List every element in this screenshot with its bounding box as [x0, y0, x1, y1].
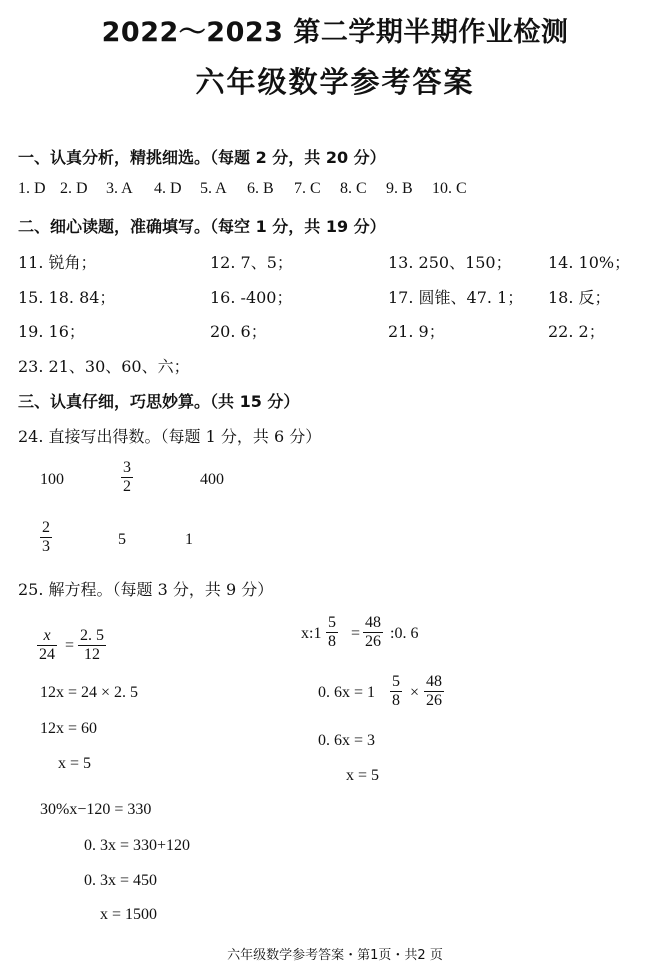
document-title: 2022～2023 第二学期半期作业检测: [101, 17, 569, 48]
eq2-prefix: x:1: [301, 625, 322, 642]
eq1-step2: 12x = 24 × 2. 5: [40, 684, 139, 701]
section1-heading: 一、认真分析，精挑细选。（每题 2 分，共 20 分）: [18, 148, 386, 167]
fraction-numerator: 2: [42, 519, 50, 536]
fraction-denominator: 26: [426, 692, 442, 709]
eq2-suffix: :0. 6: [390, 625, 419, 642]
fraction-numerator: 48: [426, 673, 442, 690]
q24-answer-6: 1: [185, 531, 193, 548]
eq2-step2-right-fraction: [424, 673, 444, 710]
fraction-denominator: 8: [392, 692, 400, 709]
answer-12: 12. 7、5；: [210, 253, 293, 272]
fraction-numerator: 5: [392, 673, 400, 690]
eq1-equals: =: [65, 637, 75, 654]
answer-14: 14. 10%；: [548, 253, 631, 272]
q24-answer-2: [121, 459, 133, 496]
eq2-result: x = 5: [346, 767, 380, 784]
answer-17: 17. 圆锥、47. 1；: [388, 288, 524, 307]
answer-16: 16. -400；: [210, 288, 293, 307]
answer-6: 6. B: [247, 180, 274, 197]
eq3-step2: 0. 3x = 330+120: [84, 837, 191, 854]
fraction-denominator: 3: [42, 538, 50, 555]
document-subtitle: 六年级数学参考答案: [195, 65, 475, 99]
eq1-right-fraction: [78, 627, 106, 664]
answer-3: 3. A: [106, 180, 133, 197]
q24-answer-1: 100: [40, 471, 64, 488]
answer-19: 19. 16；: [18, 322, 85, 341]
answer-15: 15. 18. 84；: [18, 288, 116, 307]
eq2-step2-prefix: 0. 6x = 1: [318, 684, 376, 701]
eq1-left-fraction: [37, 627, 57, 664]
fraction-numerator: 2. 5: [80, 627, 104, 644]
answer-11: 11. 锐角；: [18, 253, 97, 272]
answer-10: 10. C: [432, 180, 467, 197]
section2-heading: 二、细心读题，准确填写。（每空 1 分，共 19 分）: [18, 217, 386, 236]
answer-20: 20. 6；: [210, 322, 267, 341]
fraction-numerator: 3: [123, 459, 131, 476]
answer-21: 21. 9；: [388, 322, 445, 341]
eq1-step3: 12x = 60: [40, 720, 98, 737]
eq3-step3: 0. 3x = 450: [84, 872, 158, 889]
q24-label: 24. 直接写出得数。（每题 1 分，共 6 分）: [18, 427, 322, 446]
eq2-step3: 0. 6x = 3: [318, 732, 376, 749]
answer-2: 2. D: [60, 180, 88, 197]
answer-9: 9. B: [386, 180, 413, 197]
fraction-numerator: 5: [328, 614, 336, 631]
eq2-times: ×: [410, 684, 420, 701]
answer-22: 22. 2；: [548, 322, 605, 341]
fraction-denominator: 2: [123, 478, 131, 495]
answer-23: 23. 21、30、60、六；: [18, 357, 190, 376]
section3-heading: 三、认真仔细，巧思妙算。（共 15 分）: [18, 392, 300, 411]
answer-8: 8. C: [340, 180, 367, 197]
fraction-denominator: 8: [328, 633, 336, 650]
eq2-right-fraction: [363, 614, 383, 651]
q24-answer-3: 400: [200, 471, 224, 488]
eq2-step2-fraction: [390, 673, 402, 710]
fraction-denominator: 12: [78, 645, 106, 664]
fraction-numerator: x: [43, 627, 51, 644]
fraction-numerator: 48: [365, 614, 381, 631]
fraction-denominator: 24: [39, 646, 55, 663]
page-footer: 六年级数学参考答案・第1页・共2 页: [227, 948, 443, 963]
q24-answer-5: 5: [118, 531, 126, 548]
eq2-equals: =: [351, 625, 361, 642]
eq1-result: x = 5: [58, 755, 92, 772]
q25-label: 25. 解方程。（每题 3 分，共 9 分）: [18, 580, 274, 599]
answer-1: 1. D: [18, 180, 46, 197]
fraction-denominator: 26: [365, 633, 381, 650]
eq3-result: x = 1500: [100, 906, 158, 923]
answer-5: 5. A: [200, 180, 227, 197]
answer-7: 7. C: [294, 180, 321, 197]
eq3-step1: 30%x−120 = 330: [40, 801, 152, 818]
eq2-mixed-fraction: [326, 614, 338, 651]
answer-18: 18. 反；: [548, 288, 611, 307]
q24-answer-4: [40, 519, 52, 556]
answer-4: 4. D: [154, 180, 182, 197]
answer-13: 13. 250、150；: [388, 253, 512, 272]
